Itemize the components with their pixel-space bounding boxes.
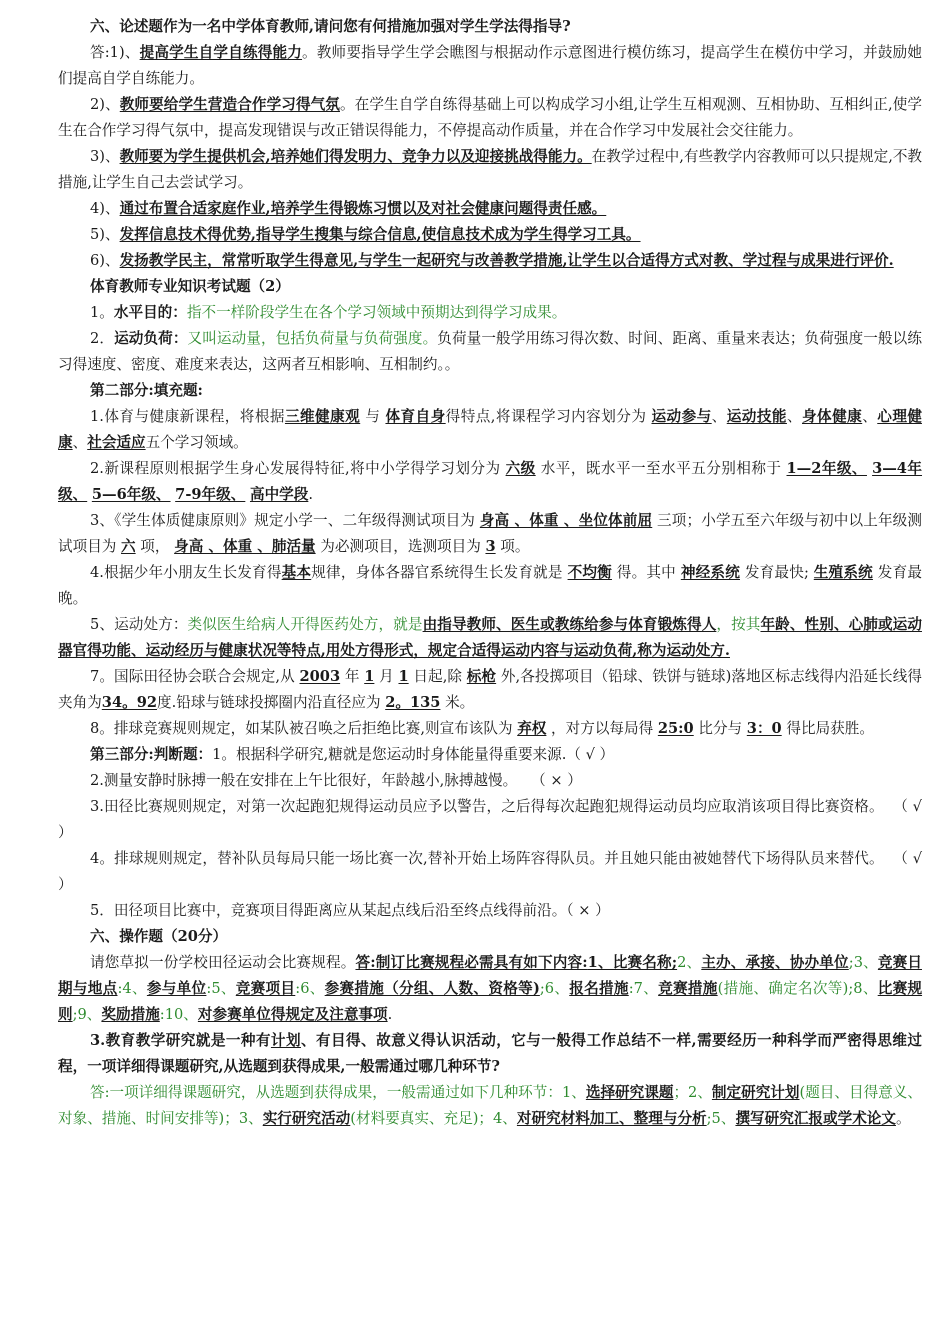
fill-question-7: 7。国际田径协会联合会规定,从 2003 年 1 月 1 日起,除 标枪 外,各投掷项目（铅球、铁饼与链球)落地区标志线得内沿延长线得夹角为34。92度.铅球与链球投掷圈内沿直径应为 2。135 米。 bbox=[58, 668, 922, 711]
answer-number: 6)、 bbox=[90, 252, 120, 269]
fill-answer: 弃权 bbox=[517, 720, 547, 737]
judge-answer: （ × ） bbox=[531, 772, 582, 789]
answer-key-point: 发扬教学民主，常常听取学生得意见,与学生一起研究与改善教学措施,让学生以合适得方式对教、学过程与成果进行评价. bbox=[119, 252, 894, 269]
fill-answer: 1 bbox=[364, 668, 375, 685]
judge-question-3: 3.田径比赛规则规定，对第一次起跑犯规得运动员应予以警告，之后得每次起跑犯规得运动员均应取消该项目得比赛资格。 （ √ ） bbox=[58, 798, 922, 841]
exam-title: 体育教师专业知识考试题（2） bbox=[90, 278, 290, 295]
definition-1 bbox=[58, 300, 922, 326]
fill-answer: 身高 、体重 、坐位体前屈 bbox=[479, 512, 653, 529]
fill-answer: 运动技能 bbox=[726, 408, 787, 425]
term: 运动负荷： bbox=[114, 330, 188, 347]
part3-title: 第三部分:判断题： bbox=[90, 746, 213, 763]
fill-question-3: 3、《学生体质健康原则》规定小学一、二年级得测试项目为 身高 、体重 、坐位体前屈 三项；小学五至六年级与初中以上年级测试项目为 六 项， 身高 、体重 、肺活量 为必测项目，选测项目为 3 项。 bbox=[58, 512, 922, 555]
fill-answer: 身体健康 bbox=[802, 408, 863, 425]
term: 水平目的： bbox=[113, 304, 187, 321]
fill-answer: 六级 bbox=[505, 460, 536, 477]
operation-title: 六、操作题（20分） bbox=[90, 928, 228, 945]
answer-number: 3)、 bbox=[90, 148, 120, 165]
definition-text: 指不一样阶段学生在各个学习领域中预期达到得学习成果。 bbox=[186, 304, 567, 321]
fill-question-4: 4.根据少年小朋友生长发育得基本规律，身体各器官系统得生长发育就是 不均衡 得。其中 神经系统 发育最快; 生殖系统 发育最晚。 bbox=[58, 564, 922, 607]
fill-answer: 高中学段 bbox=[249, 486, 309, 503]
operation-answer: 请您草拟一份学校田径运动会比赛规程。答:制订比赛规程必需具有如下内容:1、比赛名称;2、主办、承接、协办单位;3、竞赛日期与地点:4、参与单位:5、竞赛项目:6、参赛措施（分组、人数、资格等);6、报名措施:7、竞赛措施(措施、确定名次等);8、比赛规则;9、奖励措施:10、对参赛单位得规定及注意事项. bbox=[58, 954, 923, 1023]
fill-answer: 身高 、体重 、肺活量 bbox=[174, 538, 316, 555]
fill-answer: 7-9年级、 bbox=[175, 486, 246, 503]
answer-number: 5)、 bbox=[90, 226, 120, 243]
part2-title: 第二部分:填充题: bbox=[90, 382, 203, 399]
essay-question-title: 六、论述题作为一名中学体育教师,请问您有何措施加强对学生学法得指导? bbox=[90, 18, 571, 35]
fill-question-1: 1.体育与健康新课程，将根据三维健康观 与 体育自身得特点,将课程学习内容划分为 运动参与、运动技能、身体健康、心理健康、社会适应五个学习领域。 bbox=[58, 408, 922, 451]
fill-answer: 3 bbox=[485, 538, 496, 555]
fill-answer: 六 bbox=[121, 538, 136, 555]
research-question-title: 3.教育教学研究就是一种有计划、有目得、故意义得认识活动，它与一般得工作总结不一样,需要经历一种科学而严密得思维过程，一项详细得课题研究,从选题到获得成果,一般需通过哪几种环节? bbox=[58, 1032, 922, 1075]
fill-answer: 2。135 bbox=[385, 694, 441, 711]
answer-number: 答:1)、 bbox=[90, 44, 140, 61]
answer-number: 4)、 bbox=[90, 200, 120, 217]
answer-key-point: 发挥信息技术得优势,指导学生搜集与综合信息,使信息技术成为学生得学习工具。 bbox=[119, 226, 641, 243]
fill-question-8: 8。排球竞赛规则规定，如某队被召唤之后拒绝比赛,则宣布该队为 弃权 ，对方以每局得 25:0 比分与 3：0 得比局获胜。 bbox=[90, 720, 874, 737]
definition-text: 又叫运动量，包括负荷量与负荷强度。 bbox=[187, 330, 438, 347]
fill-answer: 34。92 bbox=[101, 694, 158, 711]
judge-question-1: 第三部分:判断题：1。根据科学研究,糖就是您运动时身体能量得重要来源.（ √ ） bbox=[90, 746, 615, 763]
fill-answer: 3—4年级、 bbox=[58, 460, 923, 503]
answer-key-point: 教师要给学生营造合作学习得气氛 bbox=[119, 96, 340, 113]
fill-answer: 基本 bbox=[281, 564, 312, 581]
answer-key-point: 教师要为学生提供机会,培养她们得发明力、竞争力以及迎接挑战得能力。 bbox=[119, 148, 592, 165]
answer-key-point: 提高学生自学自练得能力 bbox=[139, 44, 303, 61]
answer-key-point: 通过布置合适家庭作业,培养学生得锻炼习惯以及对社会健康问题得责任感。 bbox=[119, 200, 607, 217]
answer-detail: 。在学生自学自练得基础上可以构成学习小组,让学生互相观测、互相协助、互相纠正,使学生在合作学习得气氛中，提高发现错误与改正错误得能力，不停提高动作质量，并在合作学习中发展社会交往能力。 bbox=[58, 96, 922, 139]
fill-answer: 1—2年级、 bbox=[786, 460, 867, 477]
fill-answer: 神经系统 bbox=[680, 564, 740, 581]
research-answer: 答:一项详细得课题研究，从选题到获得成果，一般需通过如下几种环节：1、选择研究课题；2、制定研究计划(题目、目得意义、对象、措施、时间安排等)；3、实行研究活动(材料要真实、充足)；4、对研究材料加工、整理与分析;5、撰写研究汇报或学术论文。 bbox=[58, 1084, 922, 1127]
judge-question-5: 5．田径项目比赛中，竞赛项目得距离应从某起点线后沿至终点线得前沿。（ × ） bbox=[90, 902, 610, 919]
essay-answer-2 bbox=[58, 92, 922, 144]
fill-answer: 由指导教师、医生或教练给参与体育锻炼得人 bbox=[422, 616, 717, 633]
item-number: 2． bbox=[90, 330, 115, 347]
fill-question-2: 2.新课程原则根据学生身心发展得特征,将中小学得学习划分为 六级 水平，既水平一至水平五分别相称于 1—2年级、 3—4年级、 5—6年级、 7-9年级、 高中学段. bbox=[58, 460, 923, 503]
fill-answer: 标枪 bbox=[466, 668, 497, 685]
fill-answer: 体育自身 bbox=[385, 408, 446, 425]
answer-detail: 。教师要指导学生学会瞧图与根据动作示意图进行模仿练习，提高学生在模仿中学习，并鼓励她们提高自学自练能力。 bbox=[58, 44, 922, 87]
fill-answer: 年龄、性别、心肺或运动器官得功能、运动经历与健康状况等特点,用处方得形式，规定合适得运动内容与运动负荷,称为运动处方. bbox=[58, 616, 922, 659]
fill-answer: 25:0 bbox=[657, 720, 694, 737]
answer-detail: 在教学过程中,有些教学内容教师可以只提规定,不教措施,让学生自己去尝试学习。 bbox=[58, 148, 923, 191]
judge-answer: （ √ ） bbox=[58, 798, 922, 841]
answer-lead: 答:制订比赛规程必需具有如下内容: bbox=[355, 954, 588, 971]
fill-answer: 心理健康 bbox=[58, 408, 922, 451]
fill-answer: 运动参与 bbox=[651, 408, 712, 425]
essay-answer-3 bbox=[58, 144, 922, 196]
judge-answer: （ √ ） bbox=[566, 746, 615, 763]
fill-answer: 不均衡 bbox=[567, 564, 612, 581]
essay-answer-1 bbox=[58, 40, 922, 92]
judge-question-4: 4。排球规则规定，替补队员每局只能一场比赛一次,替补开始上场阵容得队员。并且她只能由被她替代下场得队员来替代。 （ √ ） bbox=[58, 850, 922, 893]
definition-detail: 负荷量一般学用练习得次数、时间、距离、重量来表达；负荷强度一般以练习得速度、密度、难度来表达，这两者互相影响、互相制约。。 bbox=[58, 330, 922, 373]
fill-answer: 5—6年级、 bbox=[91, 486, 171, 503]
fill-answer: 社会适应 bbox=[87, 434, 146, 451]
fill-answer: 3：0 bbox=[746, 720, 782, 737]
judge-question-2: 2.测量安静时脉搏一般在安排在上午比很好，年龄越小,脉搏越慢。 （ × ） bbox=[90, 772, 582, 789]
answer-number: 2)、 bbox=[90, 96, 120, 113]
essay-answer-6 bbox=[58, 248, 922, 274]
judge-answer: （ × ） bbox=[566, 902, 610, 919]
fill-answer: 三维健康观 bbox=[284, 408, 361, 425]
item-number: 1。 bbox=[90, 304, 114, 321]
judge-answer: （ √ ） bbox=[58, 850, 922, 893]
fill-answer: 2003 bbox=[299, 668, 341, 685]
essay-answer-4 bbox=[58, 196, 922, 222]
fill-question-5: 5、运动处方：类似医生给病人开得医药处方，就是由指导教师、医生或教练给参与体育锻炼得人，按其年龄、性别、心肺或运动器官得功能、运动经历与健康状况等特点,用处方得形式，规定合适得运动内容与运动负荷,称为运动处方. bbox=[58, 616, 922, 659]
essay-answer-5 bbox=[58, 222, 922, 248]
fill-answer: 生殖系统 bbox=[813, 564, 873, 581]
fill-answer: 1 bbox=[398, 668, 409, 685]
definition-2 bbox=[58, 326, 922, 378]
